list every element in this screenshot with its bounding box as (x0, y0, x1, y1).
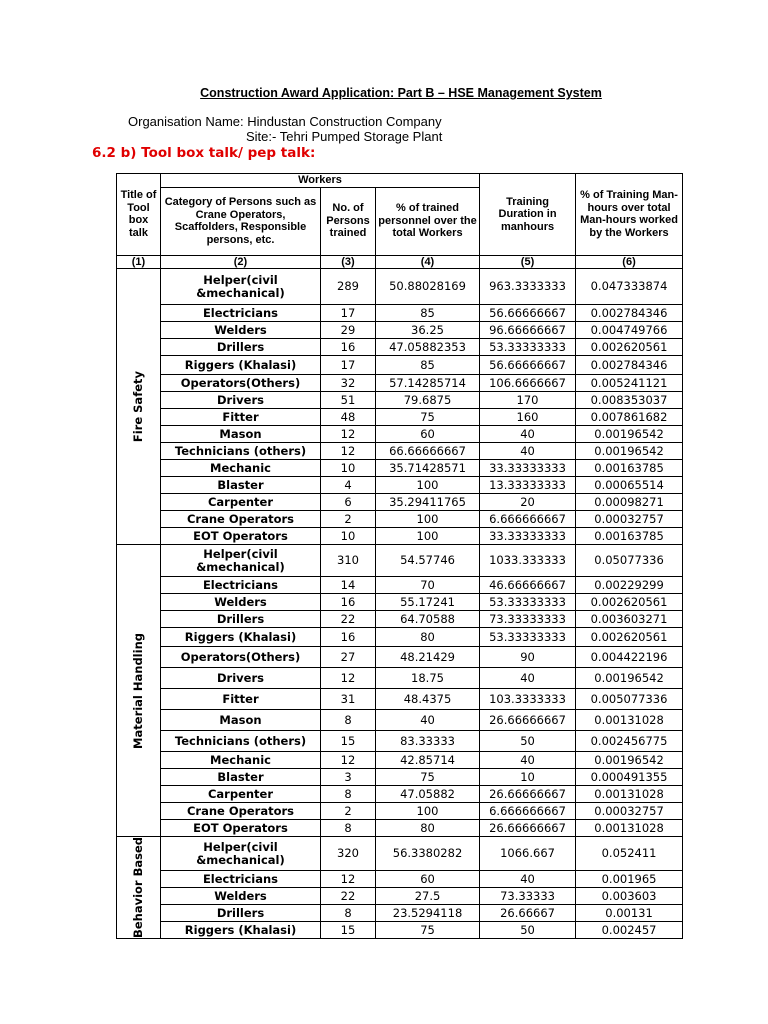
category-cell: Electricians (161, 871, 321, 888)
duration-cell: 40 (480, 443, 576, 460)
table-row (117, 545, 683, 577)
duration-cell: 26.66667 (480, 905, 576, 922)
table-row (117, 511, 683, 528)
persons-trained-cell: 3 (321, 769, 376, 786)
pct-manhours-cell: 0.003603271 (576, 611, 683, 628)
pct-manhours-cell: 0.00163785 (576, 528, 683, 545)
header-number: (3) (321, 255, 376, 269)
persons-trained-cell: 16 (321, 594, 376, 611)
table-row (117, 803, 683, 820)
table-row (117, 820, 683, 837)
category-cell: EOT Operators (161, 820, 321, 837)
pct-manhours-cell: 0.00196542 (576, 426, 683, 443)
persons-trained-cell: 22 (321, 611, 376, 628)
pct-trained-cell: 64.70588 (376, 611, 480, 628)
duration-cell: 56.66666667 (480, 305, 576, 322)
toolbox-talk-table (116, 173, 683, 939)
category-cell: Mason (161, 426, 321, 443)
persons-trained-cell: 2 (321, 511, 376, 528)
table-row (117, 922, 683, 939)
category-cell: Riggers (Khalasi) (161, 628, 321, 647)
category-cell: Electricians (161, 577, 321, 594)
persons-trained-cell: 8 (321, 786, 376, 803)
pct-manhours-cell: 0.00196542 (576, 443, 683, 460)
duration-cell: 20 (480, 494, 576, 511)
table-row (117, 710, 683, 731)
category-cell: Welders (161, 888, 321, 905)
duration-cell: 40 (480, 426, 576, 443)
pct-trained-cell: 100 (376, 803, 480, 820)
persons-trained-cell: 51 (321, 392, 376, 409)
header-pct-manhours: % of Training Man-hours over total Man-hours worked by the Workers (576, 174, 683, 256)
category-cell: Helper(civil &mechanical) (161, 545, 321, 577)
persons-trained-cell: 27 (321, 647, 376, 668)
pct-trained-cell: 56.3380282 (376, 837, 480, 871)
category-cell: Riggers (Khalasi) (161, 356, 321, 375)
pct-trained-cell: 60 (376, 871, 480, 888)
persons-trained-cell: 12 (321, 426, 376, 443)
pct-trained-cell: 50.88028169 (376, 269, 480, 305)
persons-trained-cell: 10 (321, 460, 376, 477)
persons-trained-cell: 320 (321, 837, 376, 871)
duration-cell: 1033.333333 (480, 545, 576, 577)
table-body (117, 269, 683, 939)
header-number: (4) (376, 255, 480, 269)
table-row (117, 769, 683, 786)
pct-trained-cell: 54.57746 (376, 545, 480, 577)
group-label-cell (117, 545, 161, 837)
category-cell: Drillers (161, 339, 321, 356)
category-cell: Drivers (161, 392, 321, 409)
category-cell: Operators(Others) (161, 375, 321, 392)
duration-cell: 73.33333 (480, 888, 576, 905)
header-number: (1) (117, 255, 161, 269)
pct-trained-cell: 55.17241 (376, 594, 480, 611)
group-label-cell (117, 269, 161, 545)
pct-manhours-cell: 0.00196542 (576, 752, 683, 769)
persons-trained-cell: 15 (321, 731, 376, 752)
pct-manhours-cell: 0.00229299 (576, 577, 683, 594)
pct-manhours-cell: 0.00131028 (576, 786, 683, 803)
pct-manhours-cell: 0.002620561 (576, 628, 683, 647)
persons-trained-cell: 10 (321, 528, 376, 545)
persons-trained-cell: 17 (321, 356, 376, 375)
pct-trained-cell: 48.21429 (376, 647, 480, 668)
pct-manhours-cell: 0.008353037 (576, 392, 683, 409)
duration-cell: 40 (480, 871, 576, 888)
duration-cell: 90 (480, 647, 576, 668)
table-row (117, 731, 683, 752)
pct-trained-cell: 80 (376, 628, 480, 647)
pct-trained-cell: 57.14285714 (376, 375, 480, 392)
table-row (117, 356, 683, 375)
category-cell: Crane Operators (161, 511, 321, 528)
pct-manhours-cell: 0.002620561 (576, 594, 683, 611)
duration-cell: 26.66666667 (480, 710, 576, 731)
table-row (117, 905, 683, 922)
pct-trained-cell: 66.66666667 (376, 443, 480, 460)
site-name: Site:- Tehri Pumped Storage Plant (246, 129, 443, 144)
category-cell: Riggers (Khalasi) (161, 922, 321, 939)
pct-trained-cell: 23.5294118 (376, 905, 480, 922)
category-cell: Drillers (161, 611, 321, 628)
group-label: Material Handling (131, 632, 145, 749)
table-row (117, 871, 683, 888)
persons-trained-cell: 31 (321, 689, 376, 710)
header-number: (2) (161, 255, 321, 269)
table-row (117, 647, 683, 668)
pct-manhours-cell: 0.002456775 (576, 731, 683, 752)
pct-manhours-cell: 0.00065514 (576, 477, 683, 494)
table-row (117, 269, 683, 305)
table-row (117, 668, 683, 689)
group-label-cell (117, 837, 161, 939)
pct-trained-cell: 48.4375 (376, 689, 480, 710)
pct-manhours-cell: 0.007861682 (576, 409, 683, 426)
duration-cell: 46.66666667 (480, 577, 576, 594)
duration-cell: 53.33333333 (480, 628, 576, 647)
duration-cell: 26.66666667 (480, 786, 576, 803)
table-row (117, 888, 683, 905)
duration-cell: 40 (480, 668, 576, 689)
pct-trained-cell: 85 (376, 356, 480, 375)
pct-manhours-cell: 0.003603 (576, 888, 683, 905)
pct-trained-cell: 79.6875 (376, 392, 480, 409)
pct-manhours-cell: 0.004749766 (576, 322, 683, 339)
category-cell: Fitter (161, 689, 321, 710)
table-row (117, 577, 683, 594)
persons-trained-cell: 2 (321, 803, 376, 820)
persons-trained-cell: 22 (321, 888, 376, 905)
group-label: Fire Safety (131, 370, 145, 443)
pct-manhours-cell: 0.005241121 (576, 375, 683, 392)
persons-trained-cell: 8 (321, 905, 376, 922)
duration-cell: 1066.667 (480, 837, 576, 871)
persons-trained-cell: 17 (321, 305, 376, 322)
section-heading: 6.2 b) Tool box talk/ pep talk: (92, 145, 316, 161)
duration-cell: 53.33333333 (480, 339, 576, 356)
pct-manhours-cell: 0.001965 (576, 871, 683, 888)
table-row (117, 305, 683, 322)
table-row (117, 752, 683, 769)
persons-trained-cell: 289 (321, 269, 376, 305)
pct-manhours-cell: 0.00032757 (576, 511, 683, 528)
category-cell: Operators(Others) (161, 647, 321, 668)
table-row (117, 392, 683, 409)
duration-cell: 103.3333333 (480, 689, 576, 710)
category-cell: Blaster (161, 769, 321, 786)
group-label: Behavior Based (131, 837, 145, 938)
pct-manhours-cell: 0.002784346 (576, 305, 683, 322)
document-title: Construction Award Application: Part B – HSE Management System (200, 86, 602, 100)
persons-trained-cell: 14 (321, 577, 376, 594)
pct-manhours-cell: 0.002784346 (576, 356, 683, 375)
pct-trained-cell: 75 (376, 409, 480, 426)
header-pct-trained: % of trained personnel over the total Workers (376, 187, 480, 255)
table-row (117, 339, 683, 356)
persons-trained-cell: 12 (321, 871, 376, 888)
pct-manhours-cell: 0.047333874 (576, 269, 683, 305)
pct-manhours-cell: 0.002620561 (576, 339, 683, 356)
category-cell: Fitter (161, 409, 321, 426)
pct-trained-cell: 70 (376, 577, 480, 594)
pct-trained-cell: 75 (376, 922, 480, 939)
duration-cell: 160 (480, 409, 576, 426)
pct-trained-cell: 75 (376, 769, 480, 786)
pct-manhours-cell: 0.002457 (576, 922, 683, 939)
header-number: (6) (576, 255, 683, 269)
persons-trained-cell: 16 (321, 339, 376, 356)
pct-manhours-cell: 0.00131 (576, 905, 683, 922)
persons-trained-cell: 4 (321, 477, 376, 494)
header-category: Category of Persons such as Crane Operators, Scaffolders, Responsible persons, etc. (161, 187, 321, 255)
table-row (117, 611, 683, 628)
table-row (117, 322, 683, 339)
header-workers: Workers (161, 174, 480, 188)
organisation-name: Organisation Name: Hindustan Construction Company (128, 114, 442, 129)
category-cell: Welders (161, 322, 321, 339)
pct-manhours-cell: 0.005077336 (576, 689, 683, 710)
persons-trained-cell: 310 (321, 545, 376, 577)
category-cell: Drillers (161, 905, 321, 922)
pct-manhours-cell: 0.05077336 (576, 545, 683, 577)
table-row (117, 594, 683, 611)
pct-trained-cell: 40 (376, 710, 480, 731)
pct-manhours-cell: 0.00163785 (576, 460, 683, 477)
pct-manhours-cell: 0.00196542 (576, 668, 683, 689)
category-cell: EOT Operators (161, 528, 321, 545)
duration-cell: 963.3333333 (480, 269, 576, 305)
table-row (117, 409, 683, 426)
pct-trained-cell: 100 (376, 528, 480, 545)
duration-cell: 50 (480, 922, 576, 939)
duration-cell: 33.33333333 (480, 528, 576, 545)
persons-trained-cell: 6 (321, 494, 376, 511)
persons-trained-cell: 8 (321, 710, 376, 731)
category-cell: Welders (161, 594, 321, 611)
persons-trained-cell: 48 (321, 409, 376, 426)
duration-cell: 96.66666667 (480, 322, 576, 339)
persons-trained-cell: 32 (321, 375, 376, 392)
table-row (117, 628, 683, 647)
pct-manhours-cell: 0.004422196 (576, 647, 683, 668)
header-title-of-talk: Title of Tool box talk (117, 174, 161, 256)
duration-cell: 170 (480, 392, 576, 409)
pct-trained-cell: 47.05882 (376, 786, 480, 803)
pct-trained-cell: 27.5 (376, 888, 480, 905)
duration-cell: 13.33333333 (480, 477, 576, 494)
category-cell: Carpenter (161, 786, 321, 803)
category-cell: Helper(civil &mechanical) (161, 269, 321, 305)
persons-trained-cell: 15 (321, 922, 376, 939)
header-duration: Training Duration in manhours (480, 174, 576, 256)
table-row (117, 375, 683, 392)
pct-trained-cell: 100 (376, 511, 480, 528)
pct-trained-cell: 85 (376, 305, 480, 322)
pct-trained-cell: 35.29411765 (376, 494, 480, 511)
persons-trained-cell: 16 (321, 628, 376, 647)
duration-cell: 10 (480, 769, 576, 786)
category-cell: Technicians (others) (161, 443, 321, 460)
pct-trained-cell: 83.33333 (376, 731, 480, 752)
persons-trained-cell: 12 (321, 752, 376, 769)
pct-trained-cell: 18.75 (376, 668, 480, 689)
category-cell: Drivers (161, 668, 321, 689)
persons-trained-cell: 8 (321, 820, 376, 837)
pct-trained-cell: 100 (376, 477, 480, 494)
pct-trained-cell: 35.71428571 (376, 460, 480, 477)
category-cell: Mechanic (161, 752, 321, 769)
header-number: (5) (480, 255, 576, 269)
category-cell: Helper(civil &mechanical) (161, 837, 321, 871)
persons-trained-cell: 12 (321, 443, 376, 460)
duration-cell: 50 (480, 731, 576, 752)
duration-cell: 106.6666667 (480, 375, 576, 392)
duration-cell: 6.666666667 (480, 803, 576, 820)
pct-trained-cell: 36.25 (376, 322, 480, 339)
pct-manhours-cell: 0.000491355 (576, 769, 683, 786)
persons-trained-cell: 12 (321, 668, 376, 689)
pct-manhours-cell: 0.00098271 (576, 494, 683, 511)
duration-cell: 26.66666667 (480, 820, 576, 837)
duration-cell: 53.33333333 (480, 594, 576, 611)
pct-trained-cell: 42.85714 (376, 752, 480, 769)
table-row (117, 786, 683, 803)
table-row (117, 837, 683, 871)
table-row (117, 443, 683, 460)
category-cell: Mason (161, 710, 321, 731)
category-cell: Technicians (others) (161, 731, 321, 752)
header-persons-trained: No. of Persons trained (321, 187, 376, 255)
table-row (117, 528, 683, 545)
persons-trained-cell: 29 (321, 322, 376, 339)
pct-trained-cell: 80 (376, 820, 480, 837)
category-cell: Electricians (161, 305, 321, 322)
table-row (117, 494, 683, 511)
duration-cell: 56.66666667 (480, 356, 576, 375)
pct-trained-cell: 60 (376, 426, 480, 443)
pct-trained-cell: 47.05882353 (376, 339, 480, 356)
table-row (117, 477, 683, 494)
pct-manhours-cell: 0.052411 (576, 837, 683, 871)
duration-cell: 40 (480, 752, 576, 769)
table-row (117, 689, 683, 710)
table-row (117, 426, 683, 443)
pct-manhours-cell: 0.00131028 (576, 710, 683, 731)
category-cell: Crane Operators (161, 803, 321, 820)
table-row (117, 460, 683, 477)
duration-cell: 33.33333333 (480, 460, 576, 477)
category-cell: Carpenter (161, 494, 321, 511)
duration-cell: 73.33333333 (480, 611, 576, 628)
category-cell: Blaster (161, 477, 321, 494)
pct-manhours-cell: 0.00131028 (576, 820, 683, 837)
pct-manhours-cell: 0.00032757 (576, 803, 683, 820)
duration-cell: 6.666666667 (480, 511, 576, 528)
category-cell: Mechanic (161, 460, 321, 477)
